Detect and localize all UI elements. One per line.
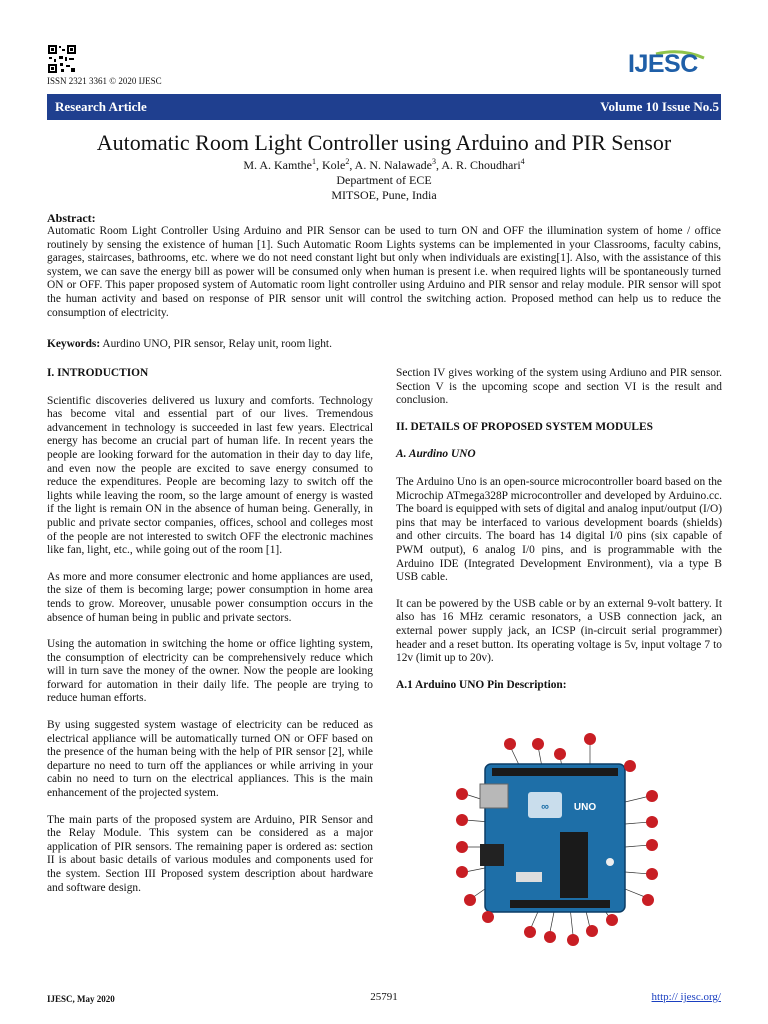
page-number: 25791 <box>370 991 398 1003</box>
subsection-heading: A. Aurdino UNO <box>396 448 476 461</box>
affiliation-mark: 3 <box>431 157 436 166</box>
svg-text:∞: ∞ <box>541 801 549 813</box>
article-type: Research Article <box>55 99 147 114</box>
issn-line: ISSN 2321 3361 © 2020 IJESC <box>47 76 162 86</box>
abstract-heading: Abstract: <box>47 211 96 225</box>
volume-issue: Volume 10 Issue No.5 <box>600 99 719 114</box>
header-banner <box>47 94 721 120</box>
author-name: M. A. Kamthe <box>243 158 312 172</box>
footer-url-link[interactable]: http:// ijesc.org/ <box>651 991 721 1003</box>
author-list: M. A. Kamthe$^1$, Kole$^2$, A. N. Nalawade$^3$, A. R. Choudhari$^4$ <box>243 157 525 172</box>
paper-title: Automatic Room Light Controller using Arduino and PIR Sensor <box>96 130 672 155</box>
affiliation-mark: 4 <box>520 157 525 166</box>
author-name: Kole <box>322 158 346 172</box>
paragraph: Section IV gives working of the system using Ardiuno and PIR sensor. Section V is the upcoming scope and section VI is the result and conclusion. <box>396 367 722 407</box>
keywords-text: Aurdino UNO, PIR sensor, Relay unit, room light. <box>102 338 332 350</box>
affiliation-mark: 2 <box>345 157 350 166</box>
paragraph: It can be powered by the USB cable or by an external 9-volt battery. It also has 16 MHz ceramic resonators, a USB connection jack, an external power supply jack, an ICSP (in-circuit serial programmer) header and a reset button. Its operating voltage is 5v, input voltage 7 to 12v (limit up to 20v). <box>396 597 722 665</box>
board-model-label: UNO <box>573 802 597 813</box>
paragraph: As more and more consumer electronic and home appliances are used, the size of them is becoming large; power consumption in home area tends to grow. Moreover, unusable power consumption occurs in the absence of human being in public and private sectors. <box>47 570 373 624</box>
subsection-heading: A.1 Arduino UNO Pin Description: <box>396 678 567 691</box>
keywords-line <box>47 338 332 350</box>
left-column <box>47 367 373 908</box>
department: Department of ECE <box>336 173 432 187</box>
footer-journal-date: IJESC, May 2020 <box>47 994 115 1004</box>
author-name: A. N. Nalawade <box>354 158 432 172</box>
right-column <box>396 367 722 706</box>
section-heading: I. INTRODUCTION <box>47 367 149 379</box>
paragraph: By using suggested system wastage of electricity can be reduced as electrical appliance will be automatically turned ON or OFF based on the presence of the human being with the help of PIR sensor [2], while departure no need to turn off the appliances or while arriving in your cabin no need to turn on the electrical appliances. This is the main enhancement of the projected system. <box>47 719 373 800</box>
institution: MITSOE, Pune, India <box>331 188 437 202</box>
author-block <box>0 154 768 203</box>
section-heading: II. DETAILS OF PROPOSED SYSTEM MODULES <box>396 420 653 433</box>
paragraph: Scientific discoveries delivered us luxury and comforts. Technology has become vital and essential part of our lives. Tremendous advancement in technology is succeeded in last few years. Electrical energy has become an crucial part of human life. In recent years the people are looking forward for the automation in their day to day life, and even now the people are excited to save energy consumed to reduce the expenditures. People are becoming lazy to switch off the lights while leaving the room, so the large amount of energy is wasted if the light is remain ON in the absence of human being. Generally, in public and private sector companies, offices, school and colleges most of the people are not interested to switch OFF the electronic machines like fan, light, etc., while going out of the room [1]. <box>47 394 373 557</box>
affiliation-mark: 1 <box>312 157 316 166</box>
paragraph: The main parts of the proposed system are Arduino, PIR Sensor and the Relay Module. This system can be considered as a major application of PIR sensors. The remaining paper is ordered as: section II is about basic details of various modules and components used for the system. Section III Proposed system description about hardware and software design. <box>47 813 373 894</box>
author-name: A. R. Choudhari <box>441 158 521 172</box>
paragraph: Using the automation in switching the home or office lighting system, the consumption of electricity can be comprehensively reduce which will in turn save the money of the owner. Now the people are looking forward for automation in their daily life. The people are trying to reduce human efforts. <box>47 638 373 705</box>
qr-code-icon <box>47 44 77 74</box>
journal-logo: IJESC <box>628 50 698 78</box>
paragraph: The Arduino Uno is an open-source microcontroller board based on the Microchip ATmega328P microcontroller and developed by Arduino.cc. The board is equipped with sets of digital and analog input/output (I/O) pins that may be interfaced to various development boards (shields) and other circuits. The board has 14 digital I/0 pins (six capable of PWM output), 6 analog I/0 pins, and is programmable with the Arduino IDE (Integrated Development Environment), via a type B USB cable. <box>396 475 722 584</box>
abstract-text: Automatic Room Light Controller Using Arduino and PIR Sensor can be used to turn ON and OFF the illumination system of home / office routinely by sensing the existence of human [1]. Such Automatic Room Lights systems can be implemented in your Classrooms, faculty cabins, garages, staircases, bathrooms, etc. where we do not need constant light but only when individuals are existing[1]. Also, with the assistance of this system, we can save the energy bill as power will be consumed only when human is present i.e. when required lights will be spontaneously turned ON or OFF. This paper proposed system of Automatic room light controller using Arduino and PIR sensor and relay module. PIR sensor will spot the human activity and based on response of PIR sensor unit will control the switching action. Proposed method can help us to reduce the consumption of electricity. <box>47 225 721 319</box>
arduino-board-figure <box>450 732 670 952</box>
keywords-label: Keywords: <box>47 338 101 350</box>
